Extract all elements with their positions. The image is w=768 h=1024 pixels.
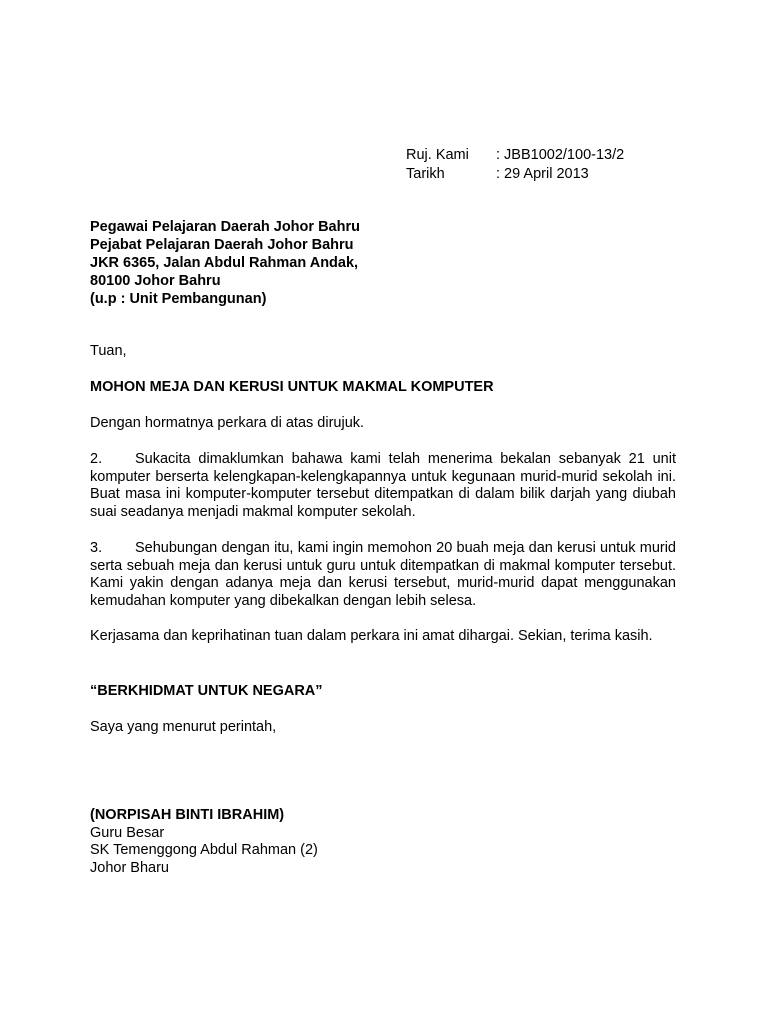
ruj-value: : JBB1002/100-13/2 bbox=[496, 147, 625, 163]
signatory-school: SK Temenggong Abdul Rahman (2) bbox=[90, 842, 318, 858]
opening-paragraph: Dengan hormatnya perkara di atas dirujuk. bbox=[90, 415, 365, 431]
paragraph-2-number: 2. bbox=[90, 451, 103, 467]
reference-row-ruj bbox=[406, 146, 706, 165]
paragraph-2 bbox=[90, 451, 676, 521]
signatory-city: Johor Bharu bbox=[90, 859, 169, 876]
tarikh-label: Tarikh bbox=[406, 166, 445, 182]
recipient-address bbox=[90, 218, 360, 308]
recipient-line: 80100 Johor Bahru bbox=[90, 273, 221, 289]
signatory-title: Guru Besar bbox=[90, 824, 165, 841]
sign-off: Saya yang menurut perintah, bbox=[90, 719, 277, 735]
paragraph-3 bbox=[90, 540, 676, 610]
reference-row-tarikh bbox=[406, 165, 706, 184]
closing-paragraph: Kerjasama dan keprihatinan tuan dalam perkara ini amat dihargai. Sekian, terima kasih. bbox=[90, 628, 653, 644]
recipient-line: Pejabat Pelajaran Daerah Johor Bahru bbox=[90, 237, 354, 253]
reference-block bbox=[406, 146, 706, 184]
recipient-line: Pegawai Pelajaran Daerah Johor Bahru bbox=[90, 219, 360, 235]
ruj-label: Ruj. Kami bbox=[406, 147, 469, 163]
recipient-line: (u.p : Unit Pembangunan) bbox=[90, 291, 267, 307]
motto: “BERKHIDMAT UNTUK NEGARA” bbox=[90, 683, 323, 699]
signatory-name: (NORPISAH BINTI IBRAHIM) bbox=[90, 807, 285, 823]
paragraph-2-text: Sukacita dimaklumkan bahawa kami telah menerima bekalan sebanyak 21 unit komputer berserta kelengkapan-kelengkapannya untuk kegunaan murid-murid sekolah ini. Buat masa ini komputer-komputer tersebut ditempatkan di dalam bilik darjah yang diubah suai seadanya menjadi makmal komputer sekolah. bbox=[90, 451, 676, 520]
tarikh-value: : 29 April 2013 bbox=[496, 166, 589, 182]
paragraph-3-number: 3. bbox=[90, 540, 103, 556]
recipient-line: JKR 6365, Jalan Abdul Rahman Andak, bbox=[90, 255, 359, 271]
salutation: Tuan, bbox=[90, 343, 127, 359]
signature-block bbox=[90, 807, 318, 877]
subject-line: MOHON MEJA DAN KERUSI UNTUK MAKMAL KOMPUTER bbox=[90, 379, 494, 395]
paragraph-3-text: Sehubungan dengan itu, kami ingin memohon 20 buah meja dan kerusi untuk murid serta sebuah meja dan kerusi untuk guru untuk ditempatkan di makmal komputer tersebut. Kami yakin dengan adanya meja dan kerusi tersebut, murid-murid dapat menggunakan kemudahan komputer yang dibekalkan dengan lebih selesa. bbox=[90, 540, 676, 609]
